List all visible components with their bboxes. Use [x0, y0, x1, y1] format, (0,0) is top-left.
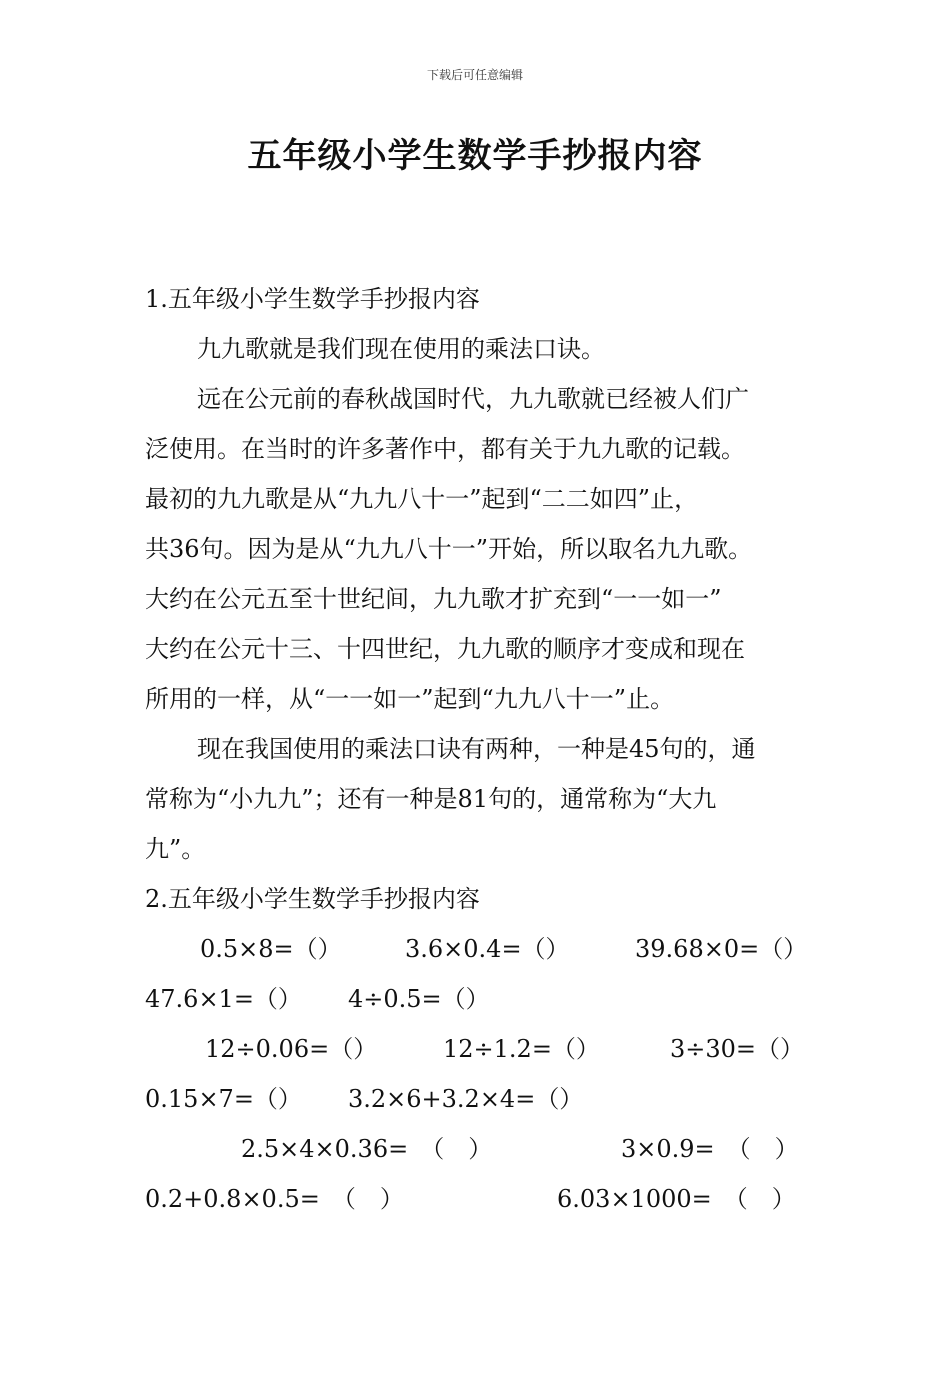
math-problem: 12÷1.2=（） [443, 1035, 600, 1063]
math-row [145, 1074, 825, 1124]
section-1 [145, 274, 825, 874]
math-problem: 12÷0.06=（） [205, 1035, 378, 1063]
paragraph-line: 九九歌就是我们现在使用的乘法口诀。 [197, 335, 605, 363]
paragraph-line: 九”。 [145, 835, 206, 863]
math-problem: 2.5×4×0.36= （ ） [241, 1135, 493, 1163]
paragraph-line: 共36句。因为是从“九九八十一”开始，所以取名九九歌。 [145, 535, 753, 563]
math-problem: 3×0.9= （ ） [621, 1135, 799, 1163]
paragraph-line: 大约在公元五至十世纪间，九九歌才扩充到“一一如一” [145, 585, 722, 613]
math-row [145, 1124, 825, 1174]
math-row [145, 1024, 825, 1074]
paragraph-line: 最初的九九歌是从“九九八十一”起到“二二如四”止， [145, 485, 699, 513]
paragraph-line: 远在公元前的春秋战国时代，九九歌就已经被人们广 [197, 385, 749, 413]
math-problem: 0.5×8=（） [200, 935, 342, 963]
section-1-heading: 1.五年级小学生数学手抄报内容 [145, 285, 480, 313]
math-problem: 4÷0.5=（） [348, 985, 490, 1013]
header-note: 下载后可任意编辑 [426, 68, 523, 82]
math-row [145, 974, 825, 1024]
math-problem: 0.15×7=（） [145, 1085, 302, 1113]
paragraph-line: 现在我国使用的乘法口诀有两种，一种是45句的，通 [197, 735, 756, 763]
paragraph-line: 常称为“小九九”；还有一种是81句的，通常称为“大九 [145, 785, 717, 813]
math-row [145, 1174, 825, 1224]
page-title: 五年级小学生数学手抄报内容 [247, 136, 703, 176]
math-problem: 3.2×6+3.2×4=（） [348, 1085, 584, 1113]
math-row [145, 924, 825, 974]
paragraph-line: 大约在公元十三、十四世纪，九九歌的顺序才变成和现在 [145, 635, 745, 663]
math-problem: 3.6×0.4=（） [405, 935, 570, 963]
math-problem: 3÷30=（） [670, 1035, 805, 1063]
section-2-heading: 2.五年级小学生数学手抄报内容 [145, 885, 480, 913]
math-problem: 47.6×1=（） [145, 985, 302, 1013]
section-2 [145, 874, 825, 1224]
math-problem: 0.2+0.8×0.5= （ ） [145, 1185, 404, 1213]
math-problem: 39.68×0=（） [635, 935, 808, 963]
math-problem: 6.03×1000= （ ） [557, 1185, 796, 1213]
paragraph-line: 所用的一样，从“一一如一”起到“九九八十一”止。 [145, 685, 675, 713]
paragraph-line: 泛使用。在当时的许多著作中，都有关于九九歌的记载。 [145, 435, 745, 463]
